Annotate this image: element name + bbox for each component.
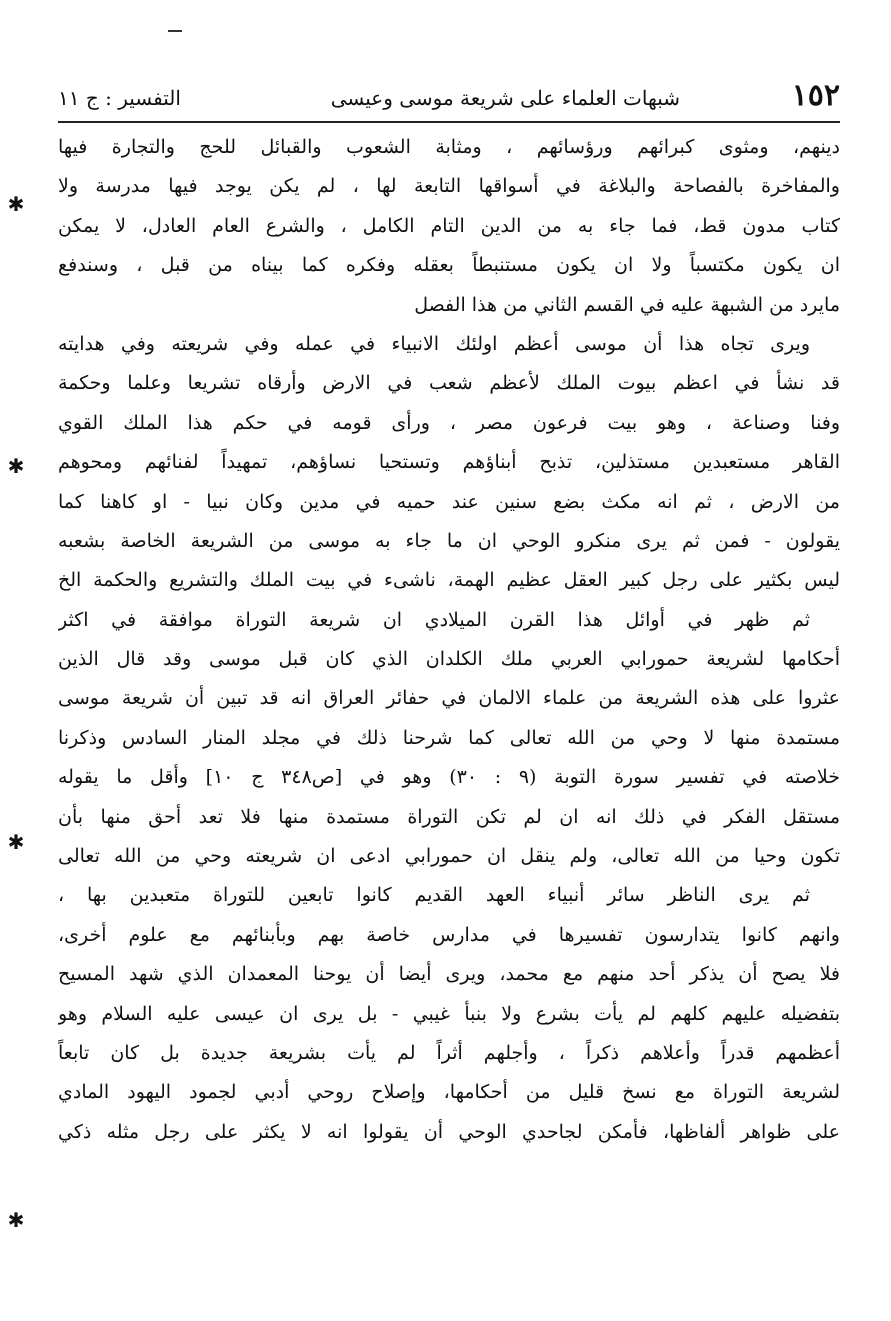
- asterisk-mark-icon: ✱: [7, 830, 25, 854]
- asterisk-mark-icon: ✱: [7, 1208, 25, 1232]
- text-line: دينهم، ومثوى كبرائهم ورؤسائهم ، ومثابة الشعوب والقبائل للحج والتجارة فيها: [58, 136, 840, 158]
- page-header: [58, 78, 840, 122]
- paragraph: [58, 876, 840, 1152]
- text-line: وفنا وصناعة ، وهو بيت فرعون مصر ، ورأى قومه في حكم هذا الملك القوي: [58, 411, 840, 434]
- text-line: مستمدة منها لا وحي من الله تعالى كما شرحنا ذلك في مجلد المنار السادس وذكرنا: [58, 726, 840, 749]
- text-line: ويرى تجاه هذا أن موسى أعظم اولئك الانبياء في عمله وفي شريعته وفي هدايته: [58, 332, 810, 355]
- text-line: مستقل الفكر في ذلك انه ان لم تكن التوراة مستمدة منها فلا تعد أحق منها بأن: [58, 805, 840, 828]
- paragraph: [58, 128, 840, 325]
- header-divider: [58, 121, 840, 123]
- text-line: على ظواهر ألفاظها، فأمكن لجاحدي الوحي أن يقولوا انه لا يكثر على رجل مثله ذكي: [58, 1120, 840, 1143]
- text-line: والمفاخرة بالفصاحة والبلاغة في أسواقها التابعة لها ، لم يكن يوجد فيها مدرسة ولا: [58, 175, 840, 198]
- asterisk-mark-icon: ✱: [7, 192, 25, 216]
- text-line: يقولون - فمن ثم يرى منكرو الوحي ان ما جاء به موسى من الشريعة الخاصة بشعبه: [58, 529, 840, 552]
- text-line: مايرد من الشبهة عليه في القسم الثاني من هذا الفصل: [414, 293, 840, 316]
- text-line: أعظمهم قدراً وأعلاهم ذكراً ، وأجلهم أثراً لم يأت بشريعة جديدة بل كان تابعاً: [58, 1041, 840, 1064]
- text-line: القاهر مستعبدين مستذلين، تذبح أبناؤهم وتستحيا نساؤهم، تمهيداً لفنائهم ومحوهم: [58, 451, 840, 474]
- text-line: وانهم كانوا يتدارسون تفسيرها في مدارس خاصة بهم وبأبنائهم مع علوم أخرى،: [58, 923, 840, 946]
- text-line: من الارض ، ثم انه مكث بضع سنين عند حميه في مدين وكان نبيا - او كاهنا كما: [58, 490, 840, 513]
- text-line: ليس بكثير على رجل كبير العقل عظيم الهمة، ناشىء في بيت الملك والتشريع والحكمة الخ: [58, 569, 840, 592]
- text-line: تكون وحيا من الله تعالى، ولم ينقل ان حمورابي ادعى ان شريعته وحي من الله تعالى: [58, 845, 840, 868]
- body-text: [58, 128, 840, 1152]
- text-line: ثم يرى الناظر سائر أنبياء العهد القديم كانوا تابعين للتوراة متعبدين بها ،: [58, 884, 810, 907]
- text-line: ان يكون مكتسباً ولا ان يكون مستنبطاً بعقله وفكره كما بيناه من قبل ، وسندفع: [58, 254, 840, 277]
- text-line: ثم ظهر في أوائل هذا القرن الميلادي ان شريعة التوراة موافقة في اكثر: [58, 608, 810, 631]
- text-line: بتفضيله عليهم كلهم لم يأت بشرع ولا بنبأ غيبي - بل يرى ان عيسى عليه السلام وهو: [58, 1002, 840, 1025]
- asterisk-mark-icon: ✱: [7, 454, 25, 478]
- section-title: التفسير : ج ١١: [58, 86, 181, 110]
- text-line: خلاصته في تفسير سورة التوبة (٩ : ٣٠) وهو في [ص٣٤٨ ج ١٠] وأقل ما يقوله: [58, 766, 840, 789]
- scan-dash-mark: [168, 30, 182, 32]
- text-line: أحكامها لشريعة حمورابي العربي ملك الكلدان الذي كان قبل موسى وقد قال الذين: [58, 648, 840, 671]
- text-line: فلا يصح أن يذكر أحد منهم مع محمد، ويرى أيضا أن يوحنا المعمدان الذي شهد المسيح: [58, 963, 840, 986]
- text-line: قد نشأ في اعظم بيوت الملك لأعظم شعب في الارض وأرقاه تشريعا وعلما وحكمة: [58, 372, 840, 395]
- text-line: كتاب مدون قط، فما جاء به من الدين التام الكامل ، والشرع العام العادل، لا يمكن: [58, 214, 840, 237]
- text-line: عثروا على هذه الشريعة من علماء الالمان في حفائر العراق انه قد تبين أن شريعة موسى: [58, 687, 840, 710]
- text-line: لشريعة التوراة مع نسخ قليل من أحكامها، وإصلاح روحي أدبي لجمود اليهود المادي: [58, 1081, 840, 1104]
- running-title: شبهات العلماء على شريعة موسى وعيسى: [330, 86, 680, 110]
- page-number: ١٥٢: [791, 78, 840, 113]
- paragraph: [58, 601, 840, 877]
- paragraph: [58, 325, 840, 601]
